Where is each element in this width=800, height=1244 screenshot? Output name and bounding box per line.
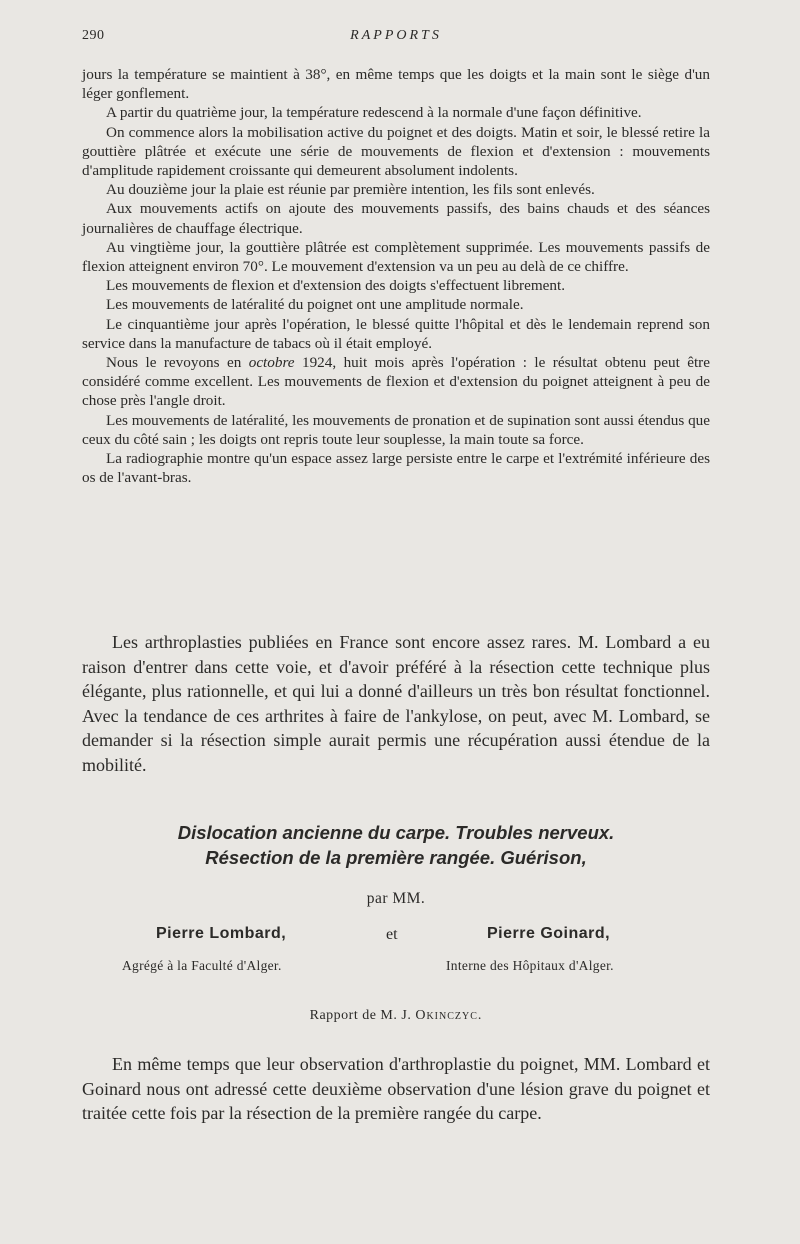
article-title <box>82 820 710 870</box>
paragraph: Les mouvements de flexion et d'extension des doigts s'effectuent librement. <box>106 277 566 295</box>
author-affiliation: Interne des Hôpitaux d'Alger. <box>446 958 614 973</box>
author-conjunction: et <box>386 926 398 943</box>
observation-text <box>82 65 710 487</box>
title-line: Résection de la première rangée. Guérison, <box>205 847 587 868</box>
intro-text <box>82 1052 710 1126</box>
paragraph: Au vingtième jour, la gouttière plâtrée est complètement supprimée. Les mouvements passifs de flexion atteignent environ 70°. Le mouvement d'extension va un peu au delà de ce chiffre. <box>82 238 710 276</box>
rapport-name: Okinczyc. <box>415 1008 483 1023</box>
rapport-line <box>82 1008 710 1024</box>
page-header <box>82 28 710 48</box>
running-title: RAPPORTS <box>350 28 442 43</box>
author-affiliation: Agrégé à la Faculté d'Alger. <box>122 958 282 973</box>
page-number: 290 <box>82 28 105 43</box>
paragraph: En même temps que leur observation d'arthroplastie du poignet, MM. Lombard et Goinard nous ont adressé cette deuxième observation d'une lésion grave du poignet et traitée cette fois par la résection de la première rangée du carpe. <box>82 1054 710 1124</box>
author-name: Pierre Goinard, <box>487 925 611 942</box>
paragraph: Les arthroplasties publiées en France sont encore assez rares. M. Lombard a eu raison d'entrer dans cette voie, et d'avoir préféré à la résection cette technique plus élégante, plus rationnelle, et qui lui a donné d'ailleurs un très bon résultat fonctionnel. Avec la tendance de ces arthrites à faire de l'ankylose, on peut, avec M. Lombard, se demander si la résection simple aurait permis une récupération aussi étendue de la mobilité. <box>82 632 710 775</box>
paragraph: On commence alors la mobilisation active du poignet et des doigts. Matin et soir, le blessé retire la gouttière plâtrée et exécute une série de mouvements de flexion et d'extension : mouvements d'amplitude rapidement croissante qui demeurent absolument indolents. <box>82 123 710 180</box>
paragraph-revisit <box>82 353 710 411</box>
paragraph: Aux mouvements actifs on ajoute des mouvements passifs, des bains chauds et des séances journalières de chauffage électrique. <box>82 200 710 237</box>
text-run: 1924, huit mois après l'opération : le résultat obtenu peut être considéré comme excellent. Les mouvements de flexion et d'extension du poignet atteignent à peu de chose près l'angle droit. <box>82 354 710 410</box>
paragraph: La radiographie montre qu'un espace assez large persiste entre le carpe et l'extrémité inférieure des os de l'avant-bras. <box>82 450 710 487</box>
paragraph: Les mouvements de latéralité du poignet ont une amplitude normale. <box>106 296 524 314</box>
paragraph: Le cinquantième jour après l'opération, le blessé quitte l'hôpital et dès le lendemain reprend son service dans la manufacture de tabacs où il était employé. <box>82 315 710 352</box>
rapport-prefix: Rapport de M. J. <box>309 1008 416 1023</box>
paragraph: jours la température se maintient à 38°, en même temps que les doigts et la main sont le siège d'un léger gonflement. <box>82 66 710 103</box>
paragraph: Au douzième jour la plaie est réunie par première intention, les fils sont enlevés. <box>106 181 595 199</box>
text-run: Nous le revoyons en <box>106 354 249 372</box>
title-line: Dislocation ancienne du carpe. Troubles nerveux. <box>177 822 615 843</box>
paragraph: A partir du quatrième jour, la température redescend à la normale d'une façon définitive. <box>106 104 642 122</box>
commentary-text <box>82 630 710 778</box>
byline-par: par MM. <box>366 890 426 907</box>
paragraph: Les mouvements de latéralité, les mouvements de pronation et de supination sont aussi étendus que ceux du côté sain ; les doigts ont repris toute leur souplesse, la main toute sa force. <box>82 411 710 448</box>
author-name: Pierre Lombard, <box>156 925 287 942</box>
italic-text: octobre <box>248 354 295 372</box>
